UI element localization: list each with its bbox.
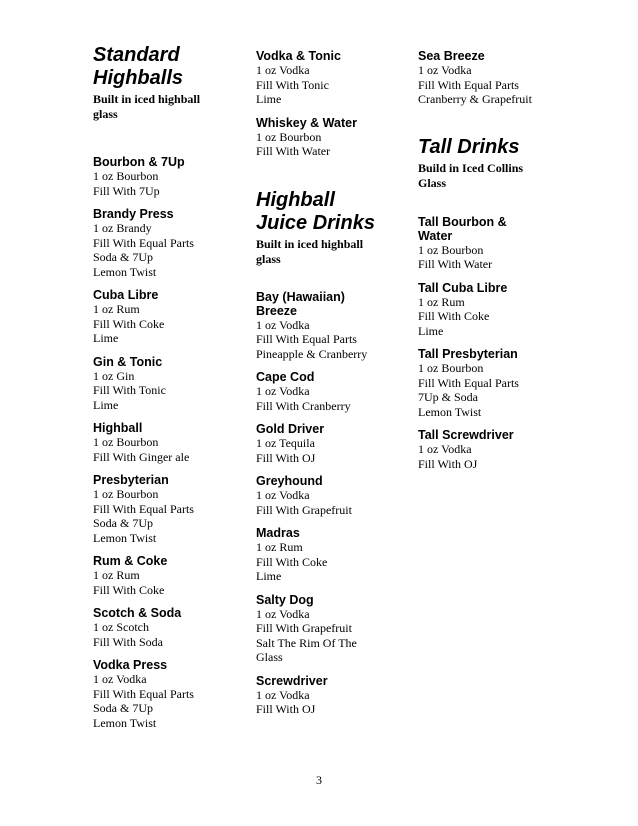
recipe-line: Lime: [418, 323, 444, 338]
recipe-line: Fill With OJ: [418, 456, 478, 471]
recipe-lines: [418, 361, 618, 419]
drink-entry: [93, 658, 243, 730]
drink-entry: [256, 474, 406, 517]
drink-name: Greyhound: [256, 474, 323, 488]
recipe-line: 1 oz Bourbon: [418, 242, 484, 257]
recipe-line: 1 oz Vodka: [256, 63, 310, 77]
recipe-line: Lime: [93, 397, 119, 412]
drink-name: Gold Driver: [256, 422, 325, 436]
recipe-line: 1 oz Rum: [256, 540, 303, 554]
drink-entry: [93, 554, 243, 597]
drink-name: Screwdriver: [256, 673, 328, 688]
recipe-line: Fill With Equal Parts: [93, 686, 194, 701]
recipe-line: 1 oz Vodka: [256, 488, 310, 502]
recipe-line: Fill With Grapefruit: [256, 502, 352, 517]
recipe-lines: [256, 540, 406, 584]
drink-entry: [256, 290, 406, 362]
recipe-line: Soda & 7Up: [93, 250, 153, 264]
recipe-line: Soda & 7Up: [93, 701, 153, 715]
recipe-line: Fill With Coke: [93, 316, 165, 331]
section-subtitle-juice: Built in iced highball glass: [256, 236, 364, 266]
recipe-line: Lime: [256, 569, 282, 583]
recipe-line: 1 oz Vodka: [418, 63, 472, 77]
drink-entry: [418, 281, 618, 339]
recipe-lines: [93, 620, 243, 649]
recipe-lines: [256, 607, 371, 665]
recipe-line: Salt The Rim Of The Glass: [256, 635, 357, 664]
recipe-line: Fill With Equal Parts: [418, 375, 519, 390]
recipe-line: 1 oz Bourbon: [93, 435, 159, 449]
recipe-lines: [418, 442, 618, 471]
recipe-lines: [93, 302, 243, 346]
drink-entry: [256, 370, 406, 413]
drink-name: Sea Breeze: [418, 49, 485, 63]
recipe-line: Fill With Soda: [93, 634, 163, 649]
drink-name: Gin & Tonic: [93, 354, 163, 369]
drink-entry: [93, 473, 243, 545]
drink-entry: [256, 526, 406, 584]
recipe-line: 1 oz Rum: [418, 294, 465, 309]
recipe-lines: [93, 568, 243, 597]
recipe-line: 1 oz Bourbon: [418, 361, 484, 375]
recipe-line: Fill With Cranberry: [256, 398, 351, 413]
recipe-line: 1 oz Vodka: [256, 384, 310, 398]
recipe-line: 1 oz Vodka: [256, 687, 310, 702]
recipe-line: 1 oz Bourbon: [256, 129, 322, 144]
recipe-line: Fill With Water: [418, 257, 493, 271]
drink-name: Bourbon & 7Up: [93, 155, 185, 169]
drink-name: Presbyterian: [93, 473, 169, 487]
recipe-line: 1 oz Tequila: [256, 436, 315, 450]
section-title-standard-highballs: Standard Highballs: [93, 44, 184, 89]
recipe-lines: [418, 295, 618, 339]
recipe-lines: [93, 169, 243, 198]
recipe-line: 1 oz Scotch: [93, 620, 149, 634]
recipe-lines: [256, 688, 406, 717]
column-3: [418, 44, 618, 471]
recipe-line: Lemon Twist: [93, 530, 157, 545]
drink-name: Cuba Libre: [93, 288, 159, 302]
drink-entry: [256, 422, 406, 465]
drink-name: Bay (Hawaiian) Breeze: [256, 289, 345, 318]
recipe-line: Soda & 7Up: [93, 516, 153, 530]
drink-name: Scotch & Soda: [93, 606, 182, 620]
recipe-lines: [256, 436, 406, 465]
recipe-line: Fill With OJ: [256, 702, 316, 716]
column-1: [93, 44, 243, 730]
recipe-line: Fill With Equal Parts: [256, 332, 357, 346]
recipe-line: Fill With Equal Parts: [93, 501, 194, 516]
recipe-line: 1 oz Rum: [93, 302, 140, 316]
section-subtitle-tall: Build in Iced Collins Glass: [418, 160, 524, 190]
recipe-line: Fill With OJ: [256, 450, 316, 465]
drink-name: Tall Presbyterian: [418, 347, 518, 361]
recipe-lines: [256, 488, 406, 517]
recipe-lines: [93, 221, 243, 279]
drink-name: Vodka & Tonic: [256, 49, 341, 63]
recipe-line: 1 oz Vodka: [256, 317, 310, 332]
drink-name: Cape Cod: [256, 370, 315, 384]
drink-name: Tall Cuba Libre: [418, 280, 508, 295]
section-title-tall-drinks: Tall Drinks: [418, 135, 520, 158]
page-number: 3: [316, 773, 322, 787]
recipe-line: Lemon Twist: [418, 404, 482, 419]
recipe-line: 1 oz Vodka: [256, 606, 310, 621]
drink-entry: [418, 347, 618, 419]
recipe-lines: [93, 369, 243, 413]
recipe-lines: [256, 63, 406, 107]
drink-entry: [93, 207, 243, 279]
section-subtitle-standard: Built in iced highball glass: [93, 92, 201, 121]
drink-name: Tall Screwdriver: [418, 428, 514, 442]
drink-entry: [93, 155, 243, 198]
drink-entry: [93, 288, 243, 346]
drink-entry: [256, 116, 406, 159]
recipe-line: Fill With Equal Parts: [93, 235, 194, 250]
drink-name: Highball: [93, 421, 143, 435]
recipe-line: Fill With 7Up: [93, 183, 160, 198]
recipe-line: Lime: [93, 331, 119, 345]
recipe-line: Lemon Twist: [93, 264, 157, 279]
drink-name: Brandy Press: [93, 207, 174, 221]
drink-entry: [93, 606, 243, 649]
drink-name: Rum & Coke: [93, 554, 168, 568]
recipe-line: 1 oz Rum: [93, 568, 140, 582]
section-title-highball-juice-drinks: Highball Juice Drinks: [256, 188, 375, 234]
recipe-line: Lime: [256, 92, 282, 106]
drink-name: Madras: [256, 526, 300, 540]
recipe-line: Cranberry & Grapefruit: [418, 92, 532, 106]
recipe-line: 1 oz Vodka: [93, 672, 147, 686]
recipe-lines: [256, 130, 406, 159]
recipe-line: 1 oz Gin: [93, 368, 135, 383]
recipe-line: 1 oz Bourbon: [93, 169, 159, 183]
recipe-line: Fill With Tonic: [256, 77, 329, 92]
recipe-line: Fill With Coke: [93, 582, 165, 597]
drink-name: Vodka Press: [93, 658, 168, 672]
recipe-line: Fill With Tonic: [93, 383, 166, 397]
recipe-line: Fill With Coke: [256, 554, 328, 569]
drink-entry: [418, 215, 618, 272]
recipe-line: Fill With Coke: [418, 309, 490, 323]
drink-name: Tall Bourbon & Water: [418, 214, 507, 243]
recipe-lines: [418, 243, 618, 272]
recipe-lines: [418, 63, 618, 107]
recipe-lines: [256, 384, 406, 413]
drink-name: Whiskey & Water: [256, 115, 357, 130]
drink-name: Salty Dog: [256, 592, 314, 607]
column-2: [256, 44, 406, 717]
recipe-line: 1 oz Bourbon: [93, 487, 159, 501]
recipe-lines: [93, 435, 243, 464]
drink-entry: [256, 593, 406, 665]
drink-entry: [418, 49, 618, 107]
recipe-line: Pineapple & Cranberry: [256, 346, 368, 361]
recipe-line: Fill With Equal Parts: [418, 77, 519, 92]
recipe-line: Fill With Water: [256, 144, 331, 158]
recipe-line: Fill With Grapefruit: [256, 621, 352, 635]
recipe-line: 1 oz Brandy: [93, 221, 152, 235]
recipe-line: 7Up & Soda: [418, 390, 478, 404]
recipe-lines: [256, 318, 406, 362]
recipe-line: Lemon Twist: [93, 715, 157, 730]
recipe-line: 1 oz Vodka: [418, 442, 472, 456]
drink-entry: [256, 49, 406, 107]
drink-entry: [256, 674, 406, 717]
recipe-lines: [93, 672, 243, 730]
recipe-lines: [93, 487, 243, 545]
recipe-line: Fill With Ginger ale: [93, 449, 190, 464]
drink-entry: [93, 355, 243, 413]
drink-entry: [93, 421, 243, 464]
drink-entry: [418, 428, 618, 471]
